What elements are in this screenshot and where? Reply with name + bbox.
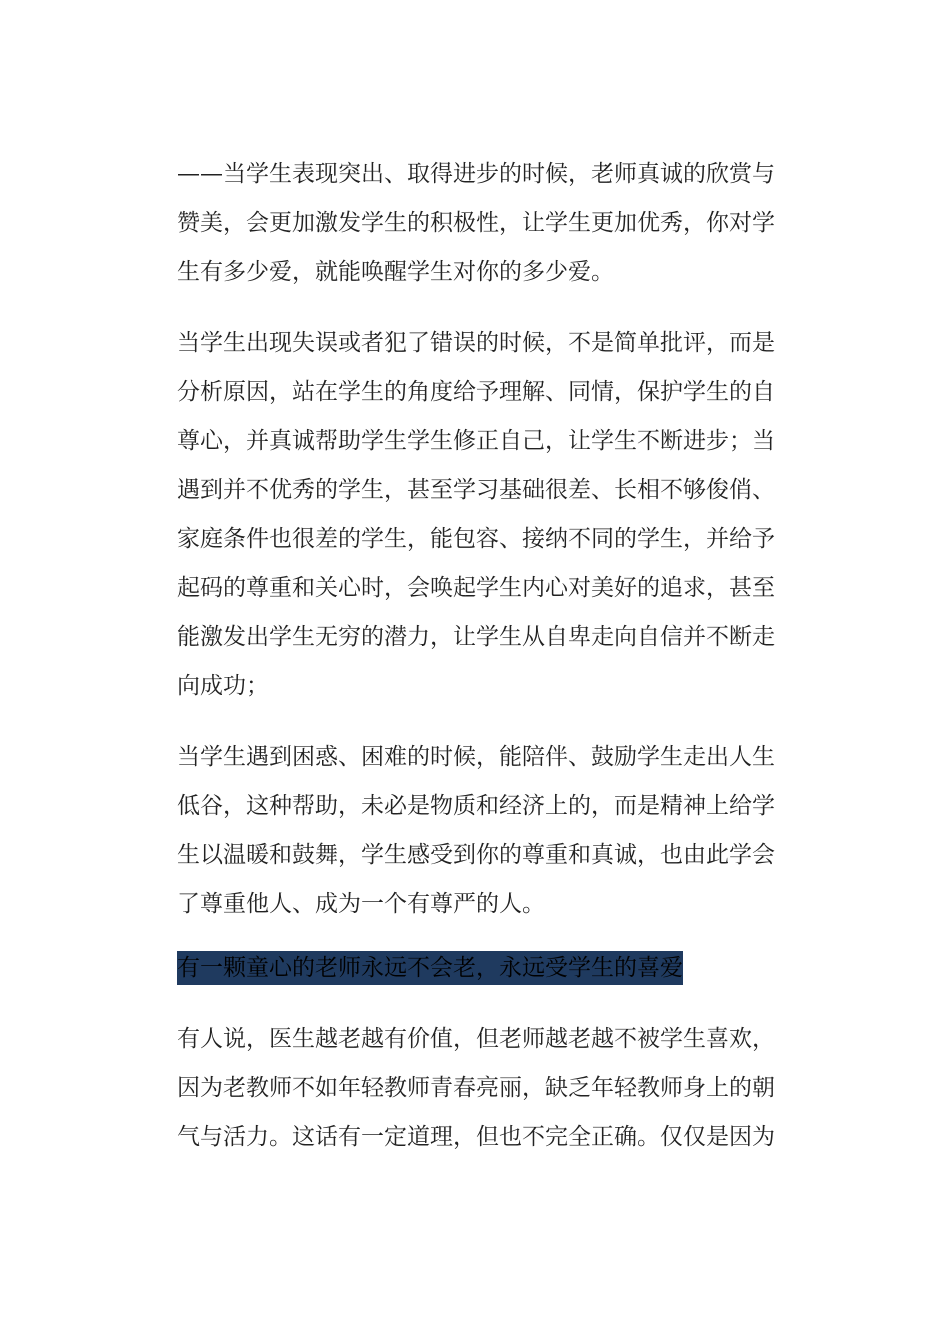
text-line: 赞美，会更加激发学生的积极性，让学生更加优秀，你对学	[177, 210, 775, 236]
text-line: ——当学生表现突出、取得进步的时候，老师真诚的欣赏与	[177, 161, 775, 187]
section-heading: 有一颗童心的老师永远不会老，永远受学生的喜爱	[177, 951, 683, 985]
text-line: 当学生遇到困惑、困难的时候，能陪伴、鼓励学生走出人生	[177, 744, 775, 770]
text-line: 有人说，医生越老越有价值，但老师越老越不被学生喜欢，	[177, 1026, 775, 1052]
text-line: 生有多少爱，就能唤醒学生对你的多少爱。	[177, 259, 614, 285]
document-body	[177, 150, 775, 1184]
text-line: 生以温暖和鼓舞，学生感受到你的尊重和真诚，也由此学会	[177, 842, 775, 868]
text-line: 起码的尊重和关心时，会唤起学生内心对美好的追求，甚至	[177, 575, 775, 601]
paragraph-difficulties	[177, 733, 775, 929]
paragraph-closing	[177, 1015, 775, 1162]
text-line: 当学生出现失误或者犯了错误的时候，不是简单批评，而是	[177, 330, 775, 356]
text-line: 因为老教师不如年轻教师青春亮丽，缺乏年轻教师身上的朝	[177, 1075, 775, 1101]
text-line: 遇到并不优秀的学生，甚至学习基础很差、长相不够俊俏、	[177, 477, 775, 503]
text-line: 低谷，这种帮助，未必是物质和经济上的，而是精神上给学	[177, 793, 775, 819]
text-line: 能激发出学生无穷的潜力，让学生从自卑走向自信并不断走	[177, 624, 775, 650]
text-line: 家庭条件也很差的学生，能包容、接纳不同的学生，并给予	[177, 526, 775, 552]
text-line: 了尊重他人、成为一个有尊严的人。	[177, 891, 545, 917]
text-line: 气与活力。这话有一定道理，但也不完全正确。仅仅是因为	[177, 1124, 775, 1150]
paragraph-praise	[177, 150, 775, 297]
text-line: 尊心，并真诚帮助学生学生修正自己，让学生不断进步；当	[177, 428, 775, 454]
text-line: 向成功；	[177, 673, 269, 699]
text-line: 分析原因，站在学生的角度给予理解、同情，保护学生的自	[177, 379, 775, 405]
paragraph-mistakes	[177, 319, 775, 711]
section-heading-wrapper	[177, 951, 759, 987]
